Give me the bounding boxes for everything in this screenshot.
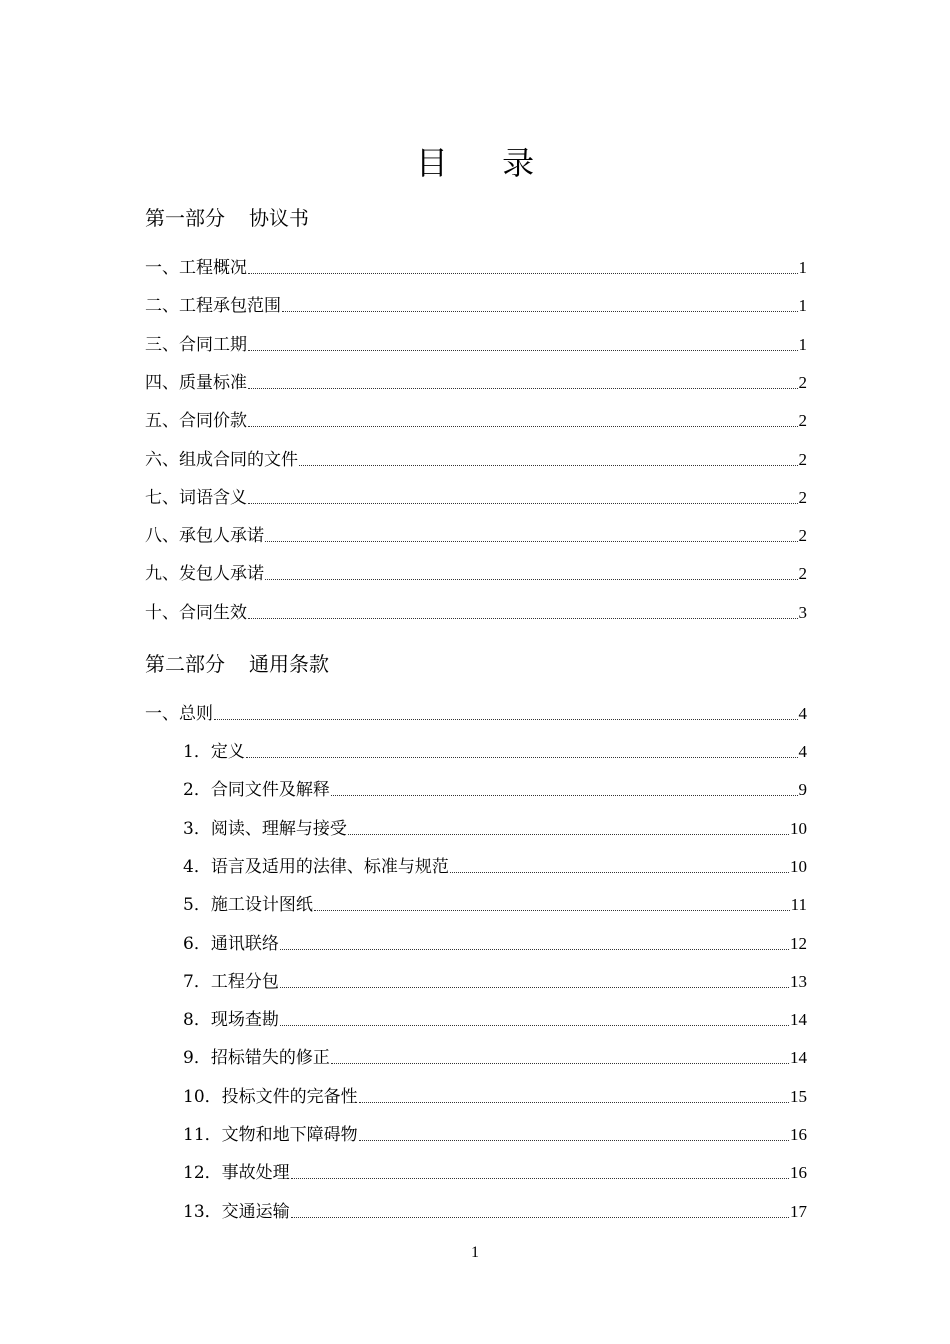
- part-heading-agreement: [145, 202, 309, 231]
- toc-entry-page: 14: [790, 1048, 807, 1068]
- dot-leader: [246, 757, 798, 758]
- page-number: 1: [471, 1244, 479, 1261]
- toc-entry-label: 九、发包人承诺: [145, 564, 264, 585]
- toc-entry-label: 3．阅读、理解与接受: [183, 818, 347, 839]
- toc-entry-page: 2: [798, 449, 807, 469]
- dot-leader: [280, 987, 789, 988]
- toc-entry-page: 10: [790, 818, 807, 838]
- toc-entry[interactable]: [145, 292, 807, 316]
- toc-entry-page: 12: [790, 933, 807, 953]
- toc-entry-page: 3: [798, 602, 807, 622]
- part-name: 通用条款: [249, 652, 329, 676]
- toc-entry[interactable]: [183, 1044, 807, 1068]
- toc-entry-page: 16: [790, 1163, 807, 1183]
- toc-entry-label: 4．语言及适用的法律、标准与规范: [183, 856, 449, 877]
- toc-entry-label: 8．现场查勘: [183, 1010, 279, 1031]
- part-title: 第一部分: [145, 206, 225, 230]
- toc-entry[interactable]: [183, 776, 807, 800]
- toc-entry[interactable]: [145, 407, 807, 431]
- dot-leader: [450, 872, 789, 873]
- dot-leader: [291, 1217, 789, 1218]
- toc-entry-page: 10: [790, 856, 807, 876]
- toc-entry-page: 11: [790, 895, 807, 915]
- page-title: 目 录: [415, 144, 557, 182]
- toc-entry-label: 5．施工设计图纸: [183, 895, 313, 916]
- dot-leader: [214, 719, 798, 720]
- toc-entry-page: 14: [790, 1010, 807, 1030]
- toc-entry-page: 4: [798, 742, 807, 761]
- toc-entry-page: 2: [798, 372, 807, 392]
- toc-entry-label: 13．交通运输: [183, 1201, 290, 1222]
- toc-entry[interactable]: [183, 1198, 807, 1222]
- toc-entry-label: 一、总则: [145, 704, 213, 724]
- dot-leader: [299, 465, 798, 466]
- toc-entry-page: 2: [798, 487, 807, 507]
- toc-entry-label: 6．通讯联络: [183, 933, 279, 954]
- dot-leader: [248, 350, 798, 351]
- toc-entry-page: 15: [790, 1086, 807, 1106]
- toc-entry[interactable]: [183, 853, 807, 877]
- toc-entry[interactable]: [145, 331, 807, 355]
- toc-entry[interactable]: [145, 599, 807, 623]
- toc-entry-page: 16: [790, 1125, 807, 1144]
- dot-leader: [359, 1140, 789, 1141]
- dot-leader: [248, 273, 798, 274]
- dot-leader: [291, 1178, 789, 1179]
- toc-entry[interactable]: [145, 254, 807, 278]
- toc-entry-label: 十、合同生效: [145, 602, 247, 623]
- dot-leader: [314, 910, 790, 911]
- toc-entry-page: 9: [798, 780, 807, 800]
- dot-leader: [265, 579, 798, 580]
- toc-entry-page: 2: [798, 411, 807, 431]
- toc-entry-label: 7．工程分包: [183, 971, 279, 992]
- toc-entry[interactable]: [145, 700, 807, 724]
- part-title: 第二部分: [145, 652, 225, 676]
- toc-entry-label: 六、组成合同的文件: [145, 449, 298, 470]
- toc-entry-page: 17: [790, 1201, 807, 1221]
- toc-entry[interactable]: [183, 968, 807, 992]
- toc-entry-label: 1．定义: [183, 742, 245, 762]
- part-heading-general-terms: [145, 648, 329, 677]
- dot-leader: [280, 1025, 789, 1026]
- dot-leader: [348, 834, 789, 835]
- dot-leader: [248, 618, 798, 619]
- toc-entry-page: 13: [790, 971, 807, 991]
- toc-entry-label: 11．文物和地下障碍物: [183, 1125, 358, 1145]
- toc-entry[interactable]: [145, 522, 807, 546]
- toc-entry-label: 9．招标错失的修正: [183, 1048, 330, 1069]
- toc-entry[interactable]: [183, 891, 807, 915]
- toc-entry-label: 八、承包人承诺: [145, 526, 264, 547]
- toc-entry-page: 1: [798, 258, 807, 277]
- toc-entry-page: 4: [798, 704, 807, 723]
- toc-entry-page: 1: [798, 296, 807, 316]
- toc-entry[interactable]: [183, 930, 807, 954]
- dot-leader: [280, 949, 789, 950]
- toc-entry[interactable]: [145, 484, 807, 508]
- toc-entry-page: 2: [798, 564, 807, 584]
- toc-entry-label: 五、合同价款: [145, 411, 247, 432]
- toc-entry[interactable]: [183, 1159, 807, 1183]
- dot-leader: [331, 1063, 789, 1064]
- toc-entry-label: 二、工程承包范围: [145, 296, 281, 317]
- dot-leader: [248, 426, 798, 427]
- toc-entry-label: 三、合同工期: [145, 334, 247, 355]
- toc-entry-label: 一、工程概况: [145, 258, 247, 278]
- dot-leader: [282, 311, 798, 312]
- toc-entry-page: 2: [798, 526, 807, 546]
- toc-entry-label: 四、质量标准: [145, 372, 247, 393]
- dot-leader: [265, 541, 798, 542]
- dot-leader: [248, 388, 798, 389]
- toc-entry[interactable]: [183, 815, 807, 839]
- toc-entry[interactable]: [183, 1121, 807, 1145]
- toc-entry[interactable]: [183, 1006, 807, 1030]
- dot-leader: [359, 1102, 789, 1103]
- toc-entry-label: 10．投标文件的完备性: [183, 1086, 358, 1107]
- toc-entry-label: 七、词语含义: [145, 487, 247, 508]
- toc-entry[interactable]: [183, 1083, 807, 1107]
- toc-entry[interactable]: [145, 560, 807, 584]
- toc-entry[interactable]: [145, 369, 807, 393]
- dot-leader: [248, 503, 798, 504]
- toc-entry[interactable]: [183, 738, 807, 762]
- toc-entry-label: 2．合同文件及解释: [183, 780, 330, 801]
- toc-entry[interactable]: [145, 446, 807, 470]
- toc-entry-page: 1: [798, 334, 807, 354]
- part-name: 协议书: [249, 206, 309, 230]
- dot-leader: [331, 795, 798, 796]
- toc-entry-label: 12．事故处理: [183, 1163, 290, 1184]
